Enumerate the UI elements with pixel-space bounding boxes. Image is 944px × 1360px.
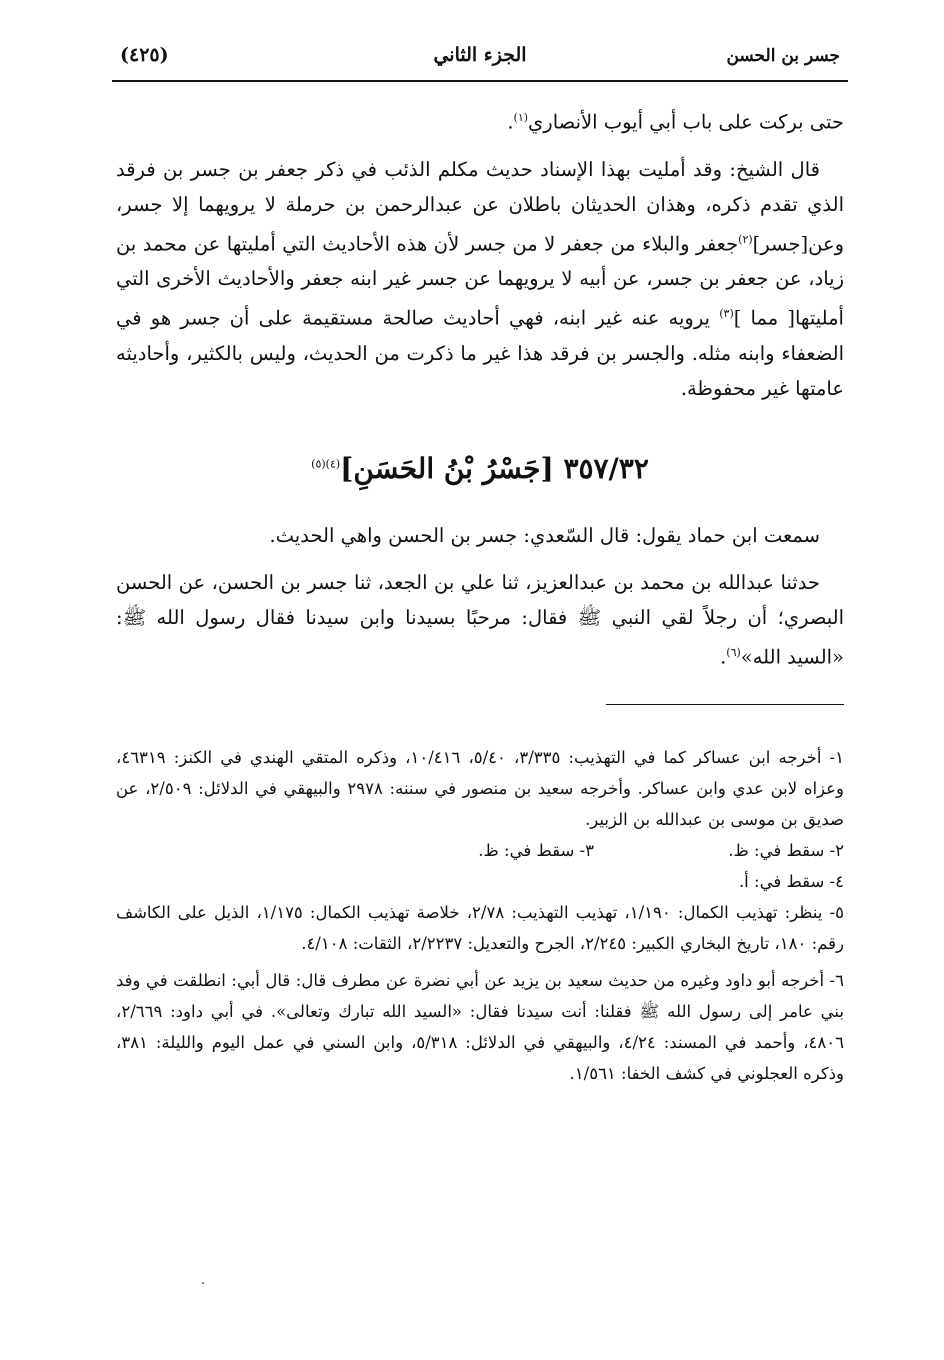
footnote-ref: (٢): [738, 232, 753, 246]
footnote-ref: (٦): [726, 646, 741, 659]
footnotes: [116, 742, 844, 1089]
footnote-ref: (١): [513, 111, 529, 124]
footnote-2: ٢- سقط في: ظ.: [728, 841, 844, 860]
footnote-row-2-3: [116, 835, 844, 866]
running-title: جسر بن الحسن: [726, 46, 840, 66]
footnote-5: ٥- ينظر: تهذيب الكمال: ١/١٩٠، تهذيب التهذيب: ٢/٧٨، خلاصة تهذيب الكمال: ١/١٧٥، الذيل على الكاشف رقم: ١٨٠، تاريخ البخاري الكبير: ٢/٢٤٥، الجرح والتعديل: ٢/٢٢٣٧، الثقات: ٤/١٠٨.: [116, 903, 844, 953]
entry-text-block: [116, 518, 844, 675]
footnote-rule: [606, 704, 844, 705]
scan-speck: [202, 1282, 204, 1284]
volume-title: الجزء الثاني: [433, 44, 527, 66]
paragraph-3: سمعت ابن حماد يقول: قال السّعدي: جسر بن الحسن واهي الحديث.: [269, 524, 820, 547]
paragraph-2: قال الشيخ: وقد أمليت بهذا الإسناد حديث مكلم الذئب في ذكر جعفر بن جسر بن فرقد الذي تقدم ذكره، وهذان الحديثان باطلان عن عبدالرحمن بن حرملة لا يرويهما إلا جسر، وعن[جسر]$^{(٢)}$جعفر والبلاء من جعفر لا من جسر لأن هذه الأحاديث التي أمليتها عن محمد بن زياد، عن جعفر بن جسر، عن أبيه لا يرويهما عن جسر غير ابنه جعفر والأحاديث الأخرى التي أمليتها[ مما ]$^{(٣)}$ يرويه عنه غير ابنه، فهي أحاديث صالحة مستقيمة على أن جسر هو في الضعفاء وابنه مثله. والجسر بن فرقد هذا غير ما ذكرت من الحديث، وليس بالكثير، وأحاديثه عامتها غير محفوظة.: [116, 157, 844, 400]
footnote-3: ٣- سقط في: ظ.: [478, 841, 594, 860]
entry-heading: ٣٥٧/٣٢ [جَسْرُ بْنُ الحَسَنِ]$^{(٤)(٥)}$: [311, 452, 649, 485]
header-rule: [112, 80, 848, 82]
footnote-6: ٦- أخرجه أبو داود وغيره من حديث سعيد بن يزيد عن أبي نضرة عن مطرف قال: قال أبي: انطلقت في وفد بني عامر إلى رسول الله ﷺ فقلنا: أنت سيدنا فقال: «السيد الله تبارك وتعالى». في أبي داود: ٢/٦٦٩، ٤٨٠٦، وأحمد في المسند: ٤/٢٤، والبيهقي في الدلائل: ٥/٣١٨، وابن السني في عمل اليوم والليلة: ٣٨١، وذكره العجلوني في كشف الخفا: ١/٥٦١.: [116, 971, 844, 1083]
page-header: [112, 40, 848, 76]
paragraph-4: حدثنا عبدالله بن محمد بن عبدالعزيز، ثنا علي بن الجعد، ثنا جسر بن الحسن، عن الحسن البصري؛ أن رجلاً لقي النبي ﷺ فقال: مرحبًا بسيدنا وابن سيدنا فقال رسول الله ﷺ: «السيد الله»$^{(٦)}$.: [116, 571, 844, 669]
footnote-ref: (٤)(٥): [311, 457, 341, 471]
footnote-4: ٤- سقط في: أ.: [738, 872, 844, 891]
main-text-block: [116, 100, 844, 406]
footnote-1: ١- أخرجه ابن عساكر كما في التهذيب: ٣/٣٣٥، ٥/٤٠، ١٠/٤١٦، وذكره المتقي الهندي في الكنز: ٤٦٣١٩، وعزاه لابن عدي وابن عساكر. وأخرجه سعيد بن منصور في سننه: ٢٩٧٨ والبيهقي في الدلائل: ٢/٥٠٩، عن صديق بن موسى بن عبدالله بن الزبير.: [116, 748, 844, 829]
paragraph-1: حتى بركت على باب أبي أيوب الأنصاري$^{(١)}$.: [507, 110, 844, 134]
page-number: (٤٢٥): [120, 44, 169, 66]
footnote-ref: (٣): [719, 307, 734, 320]
